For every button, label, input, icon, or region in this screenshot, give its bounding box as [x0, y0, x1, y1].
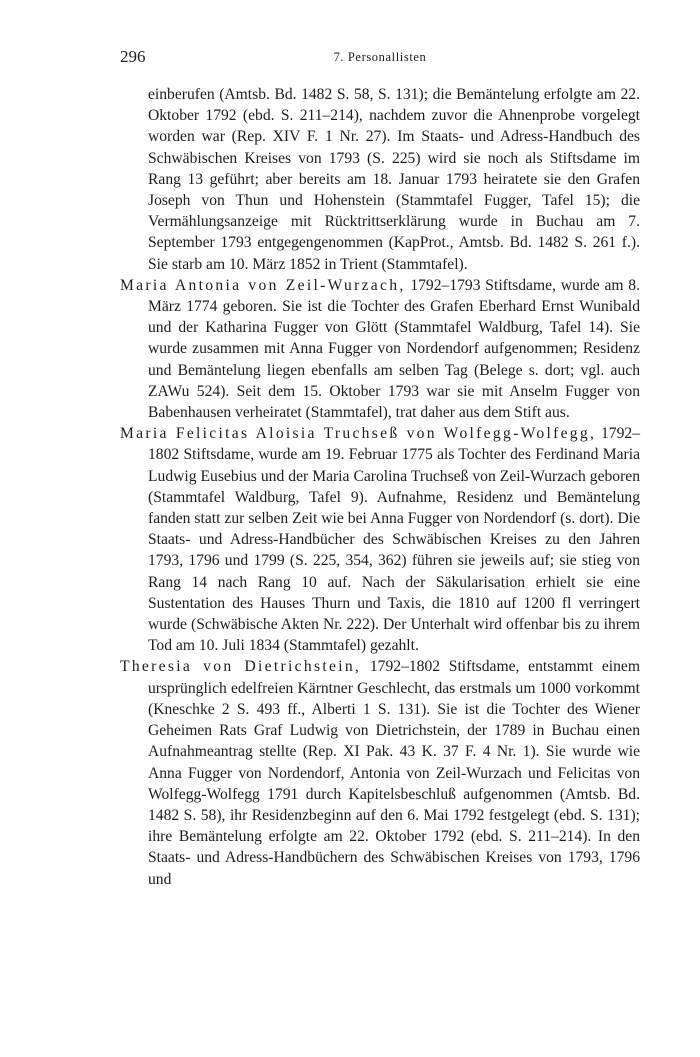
entry-maria-felicitas	[120, 423, 640, 656]
entry-text: einberufen (Amtsb. Bd. 1482 S. 58, S. 131); die Bemäntelung erfolgte am 22. Oktober 1792 (ebd. S. 211–214), nachdem zuvor die Ahnenprobe vorgelegt worden war (Rep. XIV F. 1 Nr. 27). Im Staats- und Adress-Handbuch des Schwäbischen Kreises von 1793 (S. 225) wird sie noch als Stiftsdame im Rang 13 geführt; aber bereits am 18. Januar 1793 heiratete sie den Grafen Joseph von Thun und Hohenstein (Stammtafel Fugger, Tafel 15); die Vermählungsanzeige mit Rücktrittserklärung wurde in Buchau am 7. September 1793 entgegengenommen (KapProt., Amtsb. Bd. 1482 S. 261 f.). Sie starb am 10. März 1852 in Trient (Stammtafel).	[148, 86, 640, 273]
entry-text: 1792–1802 Stiftsdame, wurde am 19. Februar 1775 als Tochter des Ferdinand Maria Ludwig Eusebius und der Maria Carolina Truchseß von Zeil-Wurzach geboren (Stammtafel Waldburg, Tafel 9). Aufnahme, Residenz und Bemäntelung fanden statt zur selben Zeit wie bei Anna Fugger von Nordendorf (s. dort). Die Staats- und Adress-Handbücher des Schwäbischen Kreises zu den Jahren 1793, 1796 und 1799 (S. 225, 354, 362) führen sie jeweils auf; sie stieg von Rang 14 nach Rang 10 auf. Nach der Säkularisation erhielt sie eine Sustentation des Hauses Thurn und Taxis, die 1810 auf 1200 fl verringert wurde (Schwäbische Akten Nr. 222). Der Unterhalt wird offenbar bis zu ihrem Tod am 10. Juli 1834 (Stammtafel) gezahlt.	[148, 425, 640, 655]
entry-name: Theresia von Dietrichstein,	[120, 658, 362, 676]
entry-continuation	[120, 84, 640, 275]
entry-text: 1792–1802 Stiftsdame, entstammt einem ursprünglich edelfreien Kärntner Geschlecht, das erstmals um 1000 vorkommt (Kneschke 2 S. 493 ff., Alberti 1 S. 131). Sie ist die Tochter des Wiener Geheimen Rats Graf Ludwig von Dietrichstein, der 1789 in Buchau einen Aufnahmeantrag stellte (Rep. XI Pak. 43 K. 37 F. 4 Nr. 1). Sie wurde wie Anna Fugger von Nordendorf, Antonia von Zeil-Wurzach und Felicitas von Wolfegg-Wolfegg 1791 durch Kapitelsbeschluß aufgenommen (Amtsb. Bd. 1482 S. 58), ihr Residenzbeginn auf den 6. Mai 1792 festgelegt (ebd. S. 131); ihre Bemäntelung erfolgte am 22. Oktober 1792 (ebd. S. 211–214). In den Staats- und Adress-Handbüchern des Schwäbischen Kreises von 1793, 1796 und	[148, 658, 640, 888]
entry-name: Maria Felicitas Aloisia Truchseß von Wolfegg-Wolfegg,	[120, 425, 597, 443]
page-header	[120, 47, 640, 71]
entry-maria-antonia	[120, 275, 640, 423]
page-body	[120, 84, 640, 890]
running-title: 7. Personallisten	[333, 50, 427, 64]
entry-text: 1792–1793 Stiftsdame, wurde am 8. März 1774 geboren. Sie ist die Tochter des Grafen Eberhard Ernst Wunibald und der Katharina Fugger von Glött (Stammtafel Waldburg, Tafel 14). Sie wurde zusammen mit Anna Fugger von Nordendorf aufgenommen; Residenz und Bemäntelung liegen ebenfalls am selben Tag (Belege s. dort; vgl. auch ZAWu 524). Seit dem 15. Oktober 1793 war sie mit Anselm Fugger von Babenhausen verheiratet (Stammtafel), trat daher aus dem Stift aus.	[148, 276, 641, 422]
entry-name: Maria Antonia von Zeil-Wurzach,	[120, 276, 406, 294]
page-number: 296	[120, 47, 146, 66]
entry-theresia	[120, 656, 640, 889]
